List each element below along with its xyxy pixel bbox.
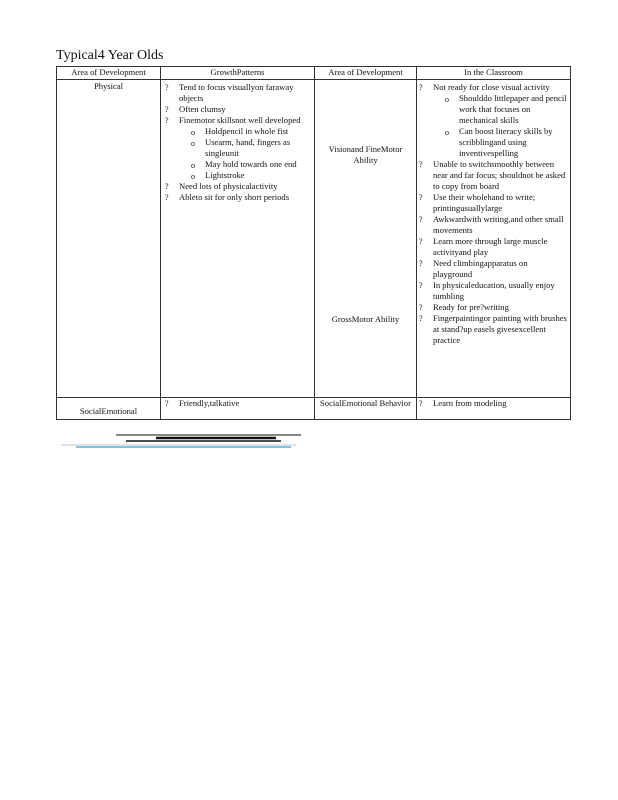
area-gross-motor: GrossMotor Ability [331,314,400,324]
area-social-emotional-behavior: SocialEmotional Behavior [315,398,417,420]
list-item [165,192,312,203]
list-item [165,104,312,115]
bullet-icon: ? [419,83,423,92]
bullet-icon: ? [165,193,169,202]
list-item-text: Need lots of physicalactivity [179,181,278,191]
area-physical: Physical [57,80,161,398]
list-item-text: Unable to switchsmoothly between near and far focus; shouldnot be asked to copy from board [433,159,566,191]
list-item-text: Not ready for close visual activity [433,82,550,92]
bullet-icon: ? [419,314,423,323]
sub-list-item [191,137,312,159]
classroom-social [417,398,571,420]
list-item [419,302,568,313]
list-item [419,192,568,214]
list-item-text: Awkwardwith writing,and other small movements [433,214,564,235]
header-area-of-development: Area of Development [57,67,161,80]
list-item-text: Need climbingapparatus on playground [433,258,528,279]
list-item-text: Finemotor skillsnot well developed [179,115,301,125]
list-item [165,181,312,192]
header-in-the-classroom: In the Classroom [417,67,571,80]
list-item [419,82,568,159]
sub-list-item [445,126,568,159]
decorative-lines-icon [56,432,306,450]
bullet-icon: ? [419,237,423,246]
bullet-icon: ? [419,215,423,224]
list-item [419,214,568,236]
sub-list-item-text: Lightstroke [205,170,245,180]
list-item [165,115,312,181]
table-row [57,398,571,420]
list-item [419,280,568,302]
sub-list-item-text: May hold towards one end [205,159,297,169]
table-row [57,80,571,398]
bullet-icon: ? [419,259,423,268]
list-item-text: Use their wholehand to write; printingusuallylarge [433,192,536,213]
bullet-icon: ? [165,105,169,114]
sub-list-item-text: Shoulddo littlepaper and pencil work that focuses on mechanical skills [459,93,567,125]
sub-list-item [191,126,312,137]
header-area-of-development-2: Area of Development [315,67,417,80]
sub-list-item-text: Holdpencil in whole fist [205,126,289,136]
bullet-icon: ? [419,193,423,202]
circle-bullet-icon: o [445,128,449,137]
circle-bullet-icon: o [191,161,195,170]
growth-social [161,398,315,420]
sub-list-item-text: Usearm, hand, fingers as singleunit [205,137,291,158]
page-title: Typical4 Year Olds [56,48,164,63]
list-item-text: Friendly,talkative [179,398,240,408]
list-item-text: Learn more through large muscle activityand play [433,236,548,257]
list-item-text: Tend to focus visuallyon faraway objects [179,82,294,103]
bullet-icon: ? [165,182,169,191]
list-item [165,82,312,104]
bullet-icon: ? [165,83,169,92]
growth-physical-list [165,82,312,203]
list-item [419,258,568,280]
list-item [419,236,568,258]
list-item-text: Ready for pre?writing [433,302,509,312]
list-item [419,313,568,346]
header-growth-patterns: GrowthPatterns [161,67,315,80]
list-item-text: Ableto sit for only short periods [179,192,290,202]
sub-list [433,93,568,159]
bullet-icon: ? [419,303,423,312]
circle-bullet-icon: o [191,128,195,137]
list-item [419,159,568,192]
sub-list-item-text: Can boost literacy skills by scribblingand using inventivespelling [459,126,553,158]
bullet-icon: ? [165,399,169,408]
area-vision-fine-motor: Visionand FineMotor Ability [328,144,403,165]
sub-list-item [445,93,568,126]
bullet-icon: ? [419,160,423,169]
area-vision-gross [315,80,417,398]
sub-list [179,126,312,181]
list-item [165,398,312,409]
area-social-emotional: SocialEmotional [57,398,161,420]
classroom-physical-list [419,82,568,346]
growth-social-list [165,398,312,409]
sub-list-item [191,159,312,170]
growth-physical [161,80,315,398]
development-table [56,66,571,420]
list-item-text: Often clumsy [179,104,226,114]
sub-list-item [191,170,312,181]
list-item-text: Learn from modeling [433,398,507,408]
header-row [57,67,571,80]
circle-bullet-icon: o [191,139,195,148]
classroom-physical [417,80,571,398]
circle-bullet-icon: o [191,172,195,181]
list-item-text: In physicaleducation, usually enjoy tumbling [433,280,555,301]
bullet-icon: ? [419,399,423,408]
bullet-icon: ? [419,281,423,290]
circle-bullet-icon: o [445,95,449,104]
bullet-icon: ? [165,116,169,125]
list-item [419,398,568,409]
list-item-text: Fingerpaintingor painting with brushes at stand?up easels givesexcellent practice [433,313,567,345]
classroom-social-list [419,398,568,409]
